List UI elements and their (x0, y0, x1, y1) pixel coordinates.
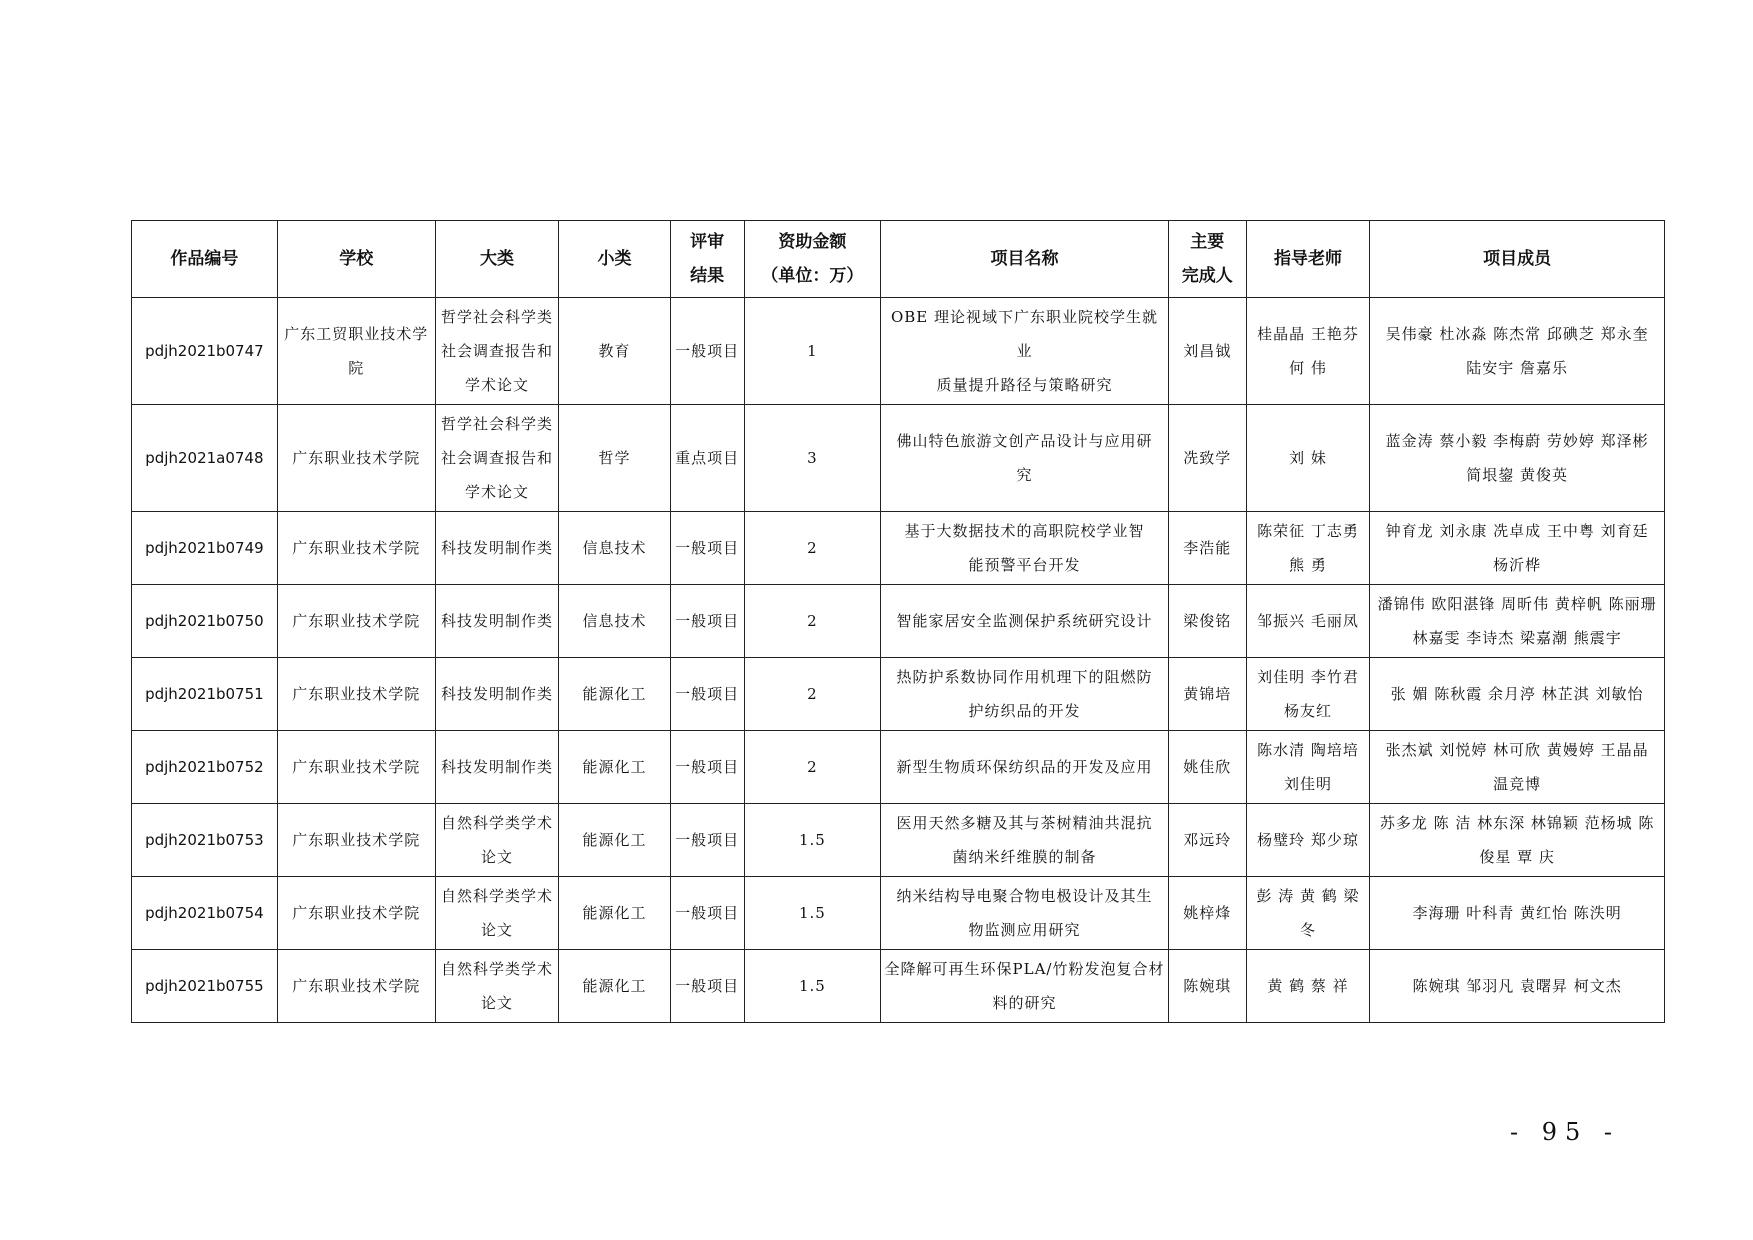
cell-category-line: 社会调查报告和 (441, 449, 554, 467)
cell-amount: 1.5 (744, 877, 881, 950)
table-row (132, 585, 1665, 658)
cell-project-line: 佛山特色旅游文创产品设计与应用研 (896, 432, 1153, 450)
cell-project-line: 料的研究 (992, 994, 1057, 1012)
cell-project (881, 298, 1169, 405)
cell-result: 重点项目 (670, 405, 744, 512)
cell-project-line: 质量提升路径与策略研究 (936, 376, 1113, 394)
table-body (132, 298, 1665, 1023)
header-category: 大类 (435, 221, 559, 298)
cell-project (881, 804, 1169, 877)
cell-result: 一般项目 (670, 804, 744, 877)
cell-school (277, 585, 435, 658)
cell-members-line: 李海珊 叶科青 黄红怡 陈泆明 (1412, 904, 1622, 922)
cell-subcategory: 能源化工 (559, 658, 670, 731)
cell-school-line: 广东职业技术学院 (292, 831, 421, 849)
cell-project-line: 全降解可再生环保PLA/竹粉发泡复合材 (884, 960, 1165, 978)
cell-code: pdjh2021b0755 (132, 950, 278, 1023)
cell-amount: 3 (744, 405, 881, 512)
cell-project (881, 877, 1169, 950)
cell-subcategory: 哲学 (559, 405, 670, 512)
cell-school-line: 广东职业技术学院 (292, 758, 421, 776)
header-leader-line-2: 完成人 (1181, 266, 1233, 286)
cell-project-line: 菌纳米纤维膜的制备 (952, 848, 1097, 866)
project-funding-table (131, 220, 1665, 1023)
cell-members (1370, 585, 1665, 658)
cell-members-line: 温竞博 (1493, 775, 1542, 793)
table-row (132, 950, 1665, 1023)
cell-category-line: 自然科学类学术 (441, 814, 554, 832)
cell-members-line: 陆安宇 詹嘉乐 (1466, 359, 1569, 377)
cell-school-line: 广东职业技术学院 (292, 449, 421, 467)
table-row (132, 877, 1665, 950)
cell-category-line: 论文 (481, 921, 514, 939)
header-code: 作品编号 (132, 221, 278, 298)
cell-advisor (1246, 804, 1370, 877)
cell-advisor (1246, 877, 1370, 950)
cell-advisor (1246, 658, 1370, 731)
cell-members-line: 张 媚 陈秋霞 余月渟 林芷淇 刘敏怡 (1390, 685, 1644, 703)
cell-project-line: 医用天然多糖及其与茶树精油共混抗 (896, 814, 1153, 832)
cell-advisor-line: 刘佳明 李竹君 (1257, 668, 1359, 686)
cell-advisor (1246, 585, 1370, 658)
header-amount-line-1: 资助金额 (778, 232, 847, 252)
cell-project (881, 405, 1169, 512)
table-header (132, 221, 1665, 298)
cell-subcategory: 信息技术 (559, 585, 670, 658)
cell-advisor (1246, 298, 1370, 405)
cell-code: pdjh2021b0752 (132, 731, 278, 804)
cell-code: pdjh2021a0748 (132, 405, 278, 512)
cell-project-line: 基于大数据技术的高职院校学业智 (904, 522, 1145, 540)
cell-code: pdjh2021b0749 (132, 512, 278, 585)
cell-project-line: 热防护系数协同作用机理下的阻燃防 (896, 668, 1153, 686)
cell-members-line: 陈婉琪 邹羽凡 袁曙昇 柯文杰 (1412, 977, 1622, 995)
header-project: 项目名称 (881, 221, 1169, 298)
cell-school-line: 广东职业技术学院 (292, 685, 421, 703)
cell-members (1370, 804, 1665, 877)
cell-category-line: 自然科学类学术 (441, 960, 554, 978)
cell-members-line: 林嘉雯 李诗杰 梁嘉潮 熊震宇 (1412, 629, 1622, 647)
cell-advisor (1246, 512, 1370, 585)
header-leader (1168, 221, 1246, 298)
cell-advisor-line: 何 伟 (1289, 359, 1327, 377)
cell-category-line: 科技发明制作类 (441, 539, 554, 557)
cell-members (1370, 512, 1665, 585)
cell-project-line: OBE 理论视域下广东职业院校学生就业 (890, 308, 1159, 360)
cell-advisor (1246, 405, 1370, 512)
cell-leader: 刘昌钺 (1168, 298, 1246, 405)
cell-project-line: 纳米结构导电聚合物电极设计及其生 (896, 887, 1153, 905)
cell-project-line: 智能家居安全监测保护系统研究设计 (896, 612, 1153, 630)
cell-leader: 李浩能 (1168, 512, 1246, 585)
table-row (132, 512, 1665, 585)
header-amount (744, 221, 881, 298)
cell-advisor-line: 杨璧玲 郑少琼 (1257, 831, 1359, 849)
cell-amount: 1.5 (744, 950, 881, 1023)
cell-advisor-line: 陈水清 陶培培 (1257, 741, 1359, 759)
cell-result: 一般项目 (670, 950, 744, 1023)
cell-school-line: 广东工贸职业技术学 (284, 325, 429, 343)
cell-members (1370, 950, 1665, 1023)
cell-advisor-line: 刘佳明 (1284, 775, 1333, 793)
cell-advisor-line: 桂晶晶 王艳芬 (1257, 325, 1359, 343)
cell-amount: 2 (744, 585, 881, 658)
header-row (132, 221, 1665, 298)
header-amount-line-2: （单位：万） (761, 266, 864, 286)
cell-members-line: 杨沂桦 (1493, 556, 1542, 574)
cell-amount: 1.5 (744, 804, 881, 877)
cell-subcategory: 能源化工 (559, 950, 670, 1023)
cell-members (1370, 405, 1665, 512)
table-row (132, 731, 1665, 804)
cell-members (1370, 731, 1665, 804)
cell-members-line: 潘锦伟 欧阳湛锋 周昕伟 黄梓帆 陈丽珊 (1377, 595, 1657, 613)
cell-school (277, 950, 435, 1023)
cell-leader: 梁俊铭 (1168, 585, 1246, 658)
cell-members-line: 吴伟豪 杜冰淼 陈杰常 邱碘芝 郑永奎 (1385, 325, 1649, 343)
cell-category-line: 科技发明制作类 (441, 612, 554, 630)
cell-subcategory: 信息技术 (559, 512, 670, 585)
table-row (132, 658, 1665, 731)
cell-project (881, 658, 1169, 731)
cell-result: 一般项目 (670, 731, 744, 804)
cell-school-line: 广东职业技术学院 (292, 904, 421, 922)
cell-code: pdjh2021b0753 (132, 804, 278, 877)
cell-category-line: 论文 (481, 994, 514, 1012)
cell-advisor-line: 冬 (1300, 921, 1317, 939)
cell-result: 一般项目 (670, 658, 744, 731)
header-result-line-2: 结果 (690, 266, 725, 286)
cell-category (435, 405, 559, 512)
cell-leader: 姚梓烽 (1168, 877, 1246, 950)
cell-project (881, 731, 1169, 804)
cell-advisor-line: 刘 妹 (1289, 449, 1327, 467)
cell-amount: 1 (744, 298, 881, 405)
cell-members-line: 简垠鋆 黄俊英 (1466, 466, 1569, 484)
cell-subcategory: 教育 (559, 298, 670, 405)
cell-category-line: 哲学社会科学类 (441, 415, 554, 433)
cell-school-line: 广东职业技术学院 (292, 977, 421, 995)
cell-school (277, 804, 435, 877)
cell-school-line: 院 (348, 359, 365, 377)
cell-members-line: 张杰斌 刘悦婷 林可欣 黄嫚婷 王晶晶 (1385, 741, 1649, 759)
cell-members-line: 苏多龙 陈 洁 林东深 林锦颖 范杨城 陈 (1379, 814, 1655, 832)
header-school: 学校 (277, 221, 435, 298)
cell-category-line: 学术论文 (465, 376, 530, 394)
cell-advisor-line: 彭 涛 黄 鹤 梁 (1256, 887, 1360, 905)
cell-project-line: 护纺织品的开发 (968, 702, 1081, 720)
cell-advisor (1246, 950, 1370, 1023)
cell-subcategory: 能源化工 (559, 731, 670, 804)
cell-members (1370, 877, 1665, 950)
header-advisor: 指导老师 (1246, 221, 1370, 298)
cell-code: pdjh2021b0754 (132, 877, 278, 950)
cell-school (277, 405, 435, 512)
cell-result: 一般项目 (670, 877, 744, 950)
cell-category-line: 自然科学类学术 (441, 887, 554, 905)
table-row (132, 298, 1665, 405)
cell-project-line: 究 (1016, 466, 1033, 484)
cell-category-line: 社会调查报告和 (441, 342, 554, 360)
header-subcategory: 小类 (559, 221, 670, 298)
cell-school (277, 298, 435, 405)
cell-school (277, 877, 435, 950)
cell-members (1370, 658, 1665, 731)
cell-category-line: 科技发明制作类 (441, 685, 554, 703)
cell-school-line: 广东职业技术学院 (292, 539, 421, 557)
cell-category-line: 科技发明制作类 (441, 758, 554, 776)
cell-leader: 黄锦培 (1168, 658, 1246, 731)
cell-school-line: 广东职业技术学院 (292, 612, 421, 630)
cell-result: 一般项目 (670, 298, 744, 405)
cell-project (881, 585, 1169, 658)
cell-project (881, 950, 1169, 1023)
cell-school (277, 731, 435, 804)
cell-advisor-line: 杨友红 (1284, 702, 1333, 720)
cell-project-line: 物监测应用研究 (968, 921, 1081, 939)
table-row (132, 804, 1665, 877)
cell-advisor-line: 邹振兴 毛丽凤 (1257, 612, 1359, 630)
cell-project (881, 512, 1169, 585)
cell-advisor-line: 陈荣征 丁志勇 (1257, 522, 1359, 540)
header-result (670, 221, 744, 298)
cell-advisor-line: 黄 鹤 蔡 祥 (1267, 977, 1349, 995)
cell-category-line: 哲学社会科学类 (441, 308, 554, 326)
cell-leader: 陈婉琪 (1168, 950, 1246, 1023)
cell-subcategory: 能源化工 (559, 877, 670, 950)
cell-category (435, 950, 559, 1023)
cell-members-line: 俊星 覃 庆 (1479, 848, 1555, 866)
cell-project-line: 新型生物质环保纺织品的开发及应用 (896, 758, 1153, 776)
cell-category (435, 298, 559, 405)
cell-result: 一般项目 (670, 585, 744, 658)
cell-school (277, 658, 435, 731)
cell-leader: 冼致学 (1168, 405, 1246, 512)
cell-leader: 姚佳欣 (1168, 731, 1246, 804)
cell-category (435, 731, 559, 804)
header-members: 项目成员 (1370, 221, 1665, 298)
cell-amount: 2 (744, 658, 881, 731)
header-leader-line-1: 主要 (1190, 232, 1225, 252)
cell-category (435, 585, 559, 658)
cell-category (435, 877, 559, 950)
cell-amount: 2 (744, 731, 881, 804)
cell-amount: 2 (744, 512, 881, 585)
cell-school (277, 512, 435, 585)
cell-code: pdjh2021b0750 (132, 585, 278, 658)
cell-members-line: 钟育龙 刘永康 冼卓成 王中粤 刘育廷 (1385, 522, 1649, 540)
cell-leader: 邓远玲 (1168, 804, 1246, 877)
cell-members-line: 蓝金涛 蔡小毅 李梅蔚 劳妙婷 郑泽彬 (1385, 432, 1649, 450)
cell-category-line: 论文 (481, 848, 514, 866)
cell-members (1370, 298, 1665, 405)
cell-subcategory: 能源化工 (559, 804, 670, 877)
cell-advisor (1246, 731, 1370, 804)
cell-code: pdjh2021b0747 (132, 298, 278, 405)
table-row (132, 405, 1665, 512)
cell-result: 一般项目 (670, 512, 744, 585)
cell-code: pdjh2021b0751 (132, 658, 278, 731)
header-result-line-1: 评审 (690, 232, 725, 252)
page-number: - 95 - (1510, 1118, 1621, 1146)
cell-category-line: 学术论文 (465, 483, 530, 501)
cell-project-line: 能预警平台开发 (968, 556, 1081, 574)
cell-category (435, 512, 559, 585)
cell-advisor-line: 熊 勇 (1289, 556, 1327, 574)
cell-category (435, 658, 559, 731)
cell-category (435, 804, 559, 877)
